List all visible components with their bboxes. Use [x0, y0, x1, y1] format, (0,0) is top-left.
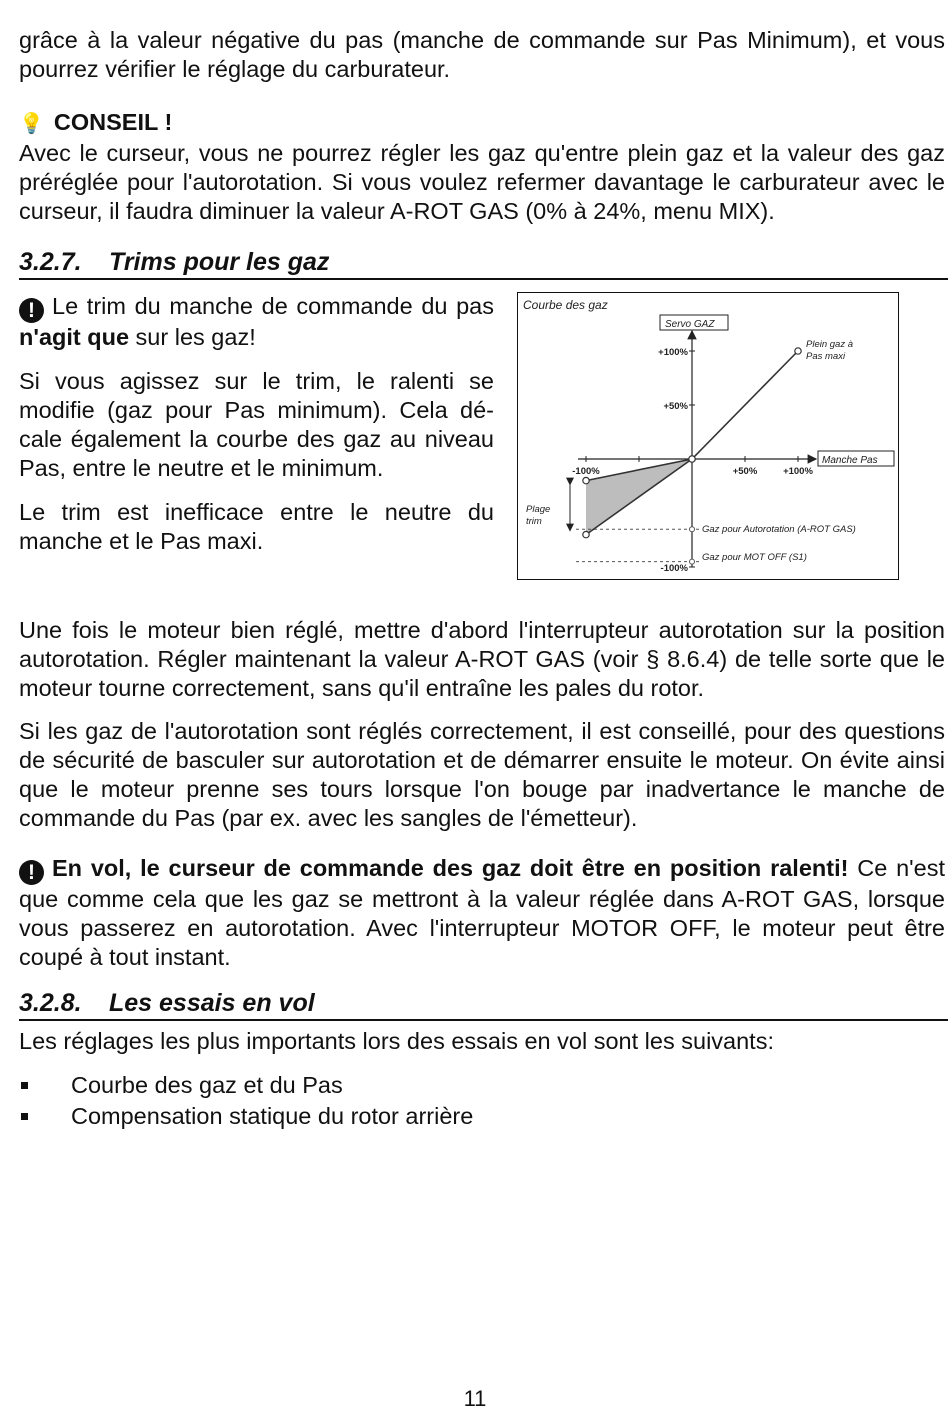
list-item: Courbe des gaz et du Pas: [19, 1070, 473, 1101]
y-tick-label: -100%: [660, 563, 688, 574]
reference-point: [690, 559, 695, 564]
full-throttle-label-1: Plein gaz à: [806, 339, 854, 350]
y-tick-label: +100%: [658, 347, 688, 358]
section-heading-essais: [19, 988, 948, 1021]
securite-paragraph: Si les gaz de l'autorotation sont réglés correctement, il est conseillé, pour des questions de sécurité de basculer sur autorotation et de démarrer ensuite le moteur. On évite ainsi que le moteur prenne ses tours lorsque l'on bouge par inadvertance le manche de commande du Pas (par ex. avec les sangles de l'émetteur).: [19, 718, 945, 831]
data-point: [583, 477, 589, 483]
lightbulb-icon: 💡: [19, 113, 44, 135]
trim-text-start: Le trim du manche de commande du pas: [52, 293, 494, 319]
page-number: 11: [463, 1386, 487, 1411]
section-number: 3.2.8.: [19, 989, 82, 1017]
x-tick-label: +50%: [732, 466, 758, 477]
vol-warning-paragraph: [19, 854, 945, 972]
full-throttle-label-2: Pas maxi: [806, 351, 846, 362]
vol-warning-bold: En vol, le curseur de commande des gaz doit être en position ralenti!: [52, 855, 849, 881]
trim-text-bold: n'agit que: [19, 324, 130, 350]
arot-gas-label: Gaz pour Autorotation (A-ROT GAS): [702, 524, 856, 535]
trim-range-label-2: trim: [526, 516, 542, 527]
trim-paragraph-1: [19, 292, 494, 352]
data-point: [795, 348, 801, 354]
warning-icon: !: [19, 860, 44, 885]
trim-text-end: sur les gaz!: [129, 324, 256, 350]
y-tick-label: +50%: [663, 401, 688, 412]
essais-list: [19, 1070, 473, 1132]
data-point: [583, 531, 589, 537]
list-item: Compensation statique du rotor arrière: [19, 1101, 473, 1132]
vol-warning-text: Ce n'est que comme cela que les gaz se mettront à la valeur réglée dans A-ROT GAS, lorsque vous passerez en autorotation. Avec l'interrupteur MOTOR OFF, le moteur peut être coupé à tout instant.: [19, 855, 945, 970]
x-tick-label: +100%: [783, 466, 813, 477]
motoff-gas-label: Gaz pour MOT OFF (S1): [702, 552, 807, 563]
essais-intro: Les réglages les plus importants lors des essais en vol sont les suivants:: [19, 1028, 774, 1054]
trim-paragraph-2: Si vous agissez sur le trim, le ralenti se modifie (gaz pour Pas minimum). Cela décale également la courbe des gaz au niveau Pas, entre le neutre et le minimum.: [19, 368, 494, 481]
section-title: Trims pour les gaz: [109, 248, 330, 276]
conseil-text: Avec le curseur, vous ne pourrez régler les gaz qu'entre plein gaz et la valeur des gaz préréglée pour l'autorotation. Si vous voulez refermer davantage le carburateur avec le curseur, il faudra diminuer la valeur A-ROT GAS (0% à 24%, menu MIX).: [19, 140, 945, 224]
throttle-curve-figure: [517, 292, 899, 580]
conseil-title: CONSEIL !: [53, 109, 173, 135]
trim-range-label-1: Plage: [526, 504, 551, 515]
stick-label: Manche Pas: [822, 455, 878, 466]
conseil-block: [19, 108, 945, 226]
throttle-curve-chart: [518, 293, 898, 579]
moteur-paragraph: Une fois le moteur bien réglé, mettre d'abord l'interrupteur autorotation sur la position autorotation. Régler maintenant la valeur A-ROT GAS (voir § 8.6.4) de telle sorte que le moteur tourne correctement, sans qu'il entraîne les pales du rotor.: [19, 617, 945, 701]
reference-point: [690, 527, 695, 532]
section-number: 3.2.7.: [19, 248, 82, 276]
chart-title: Courbe des gaz: [523, 298, 608, 312]
warning-icon: !: [19, 298, 44, 323]
section-title: Les essais en vol: [109, 989, 315, 1017]
trim-paragraph-3: Le trim est inefficace entre le neutre du manche et le Pas maxi.: [19, 499, 494, 554]
x-tick-label: -100%: [572, 466, 600, 477]
intro-paragraph: grâce à la valeur négative du pas (manche de commande sur Pas Minimum), et vous pourrez vérifier le réglage du carburateur.: [19, 27, 945, 82]
servo-label: Servo GAZ: [665, 319, 715, 330]
data-point: [689, 456, 695, 462]
section-heading-trims: [19, 247, 948, 280]
